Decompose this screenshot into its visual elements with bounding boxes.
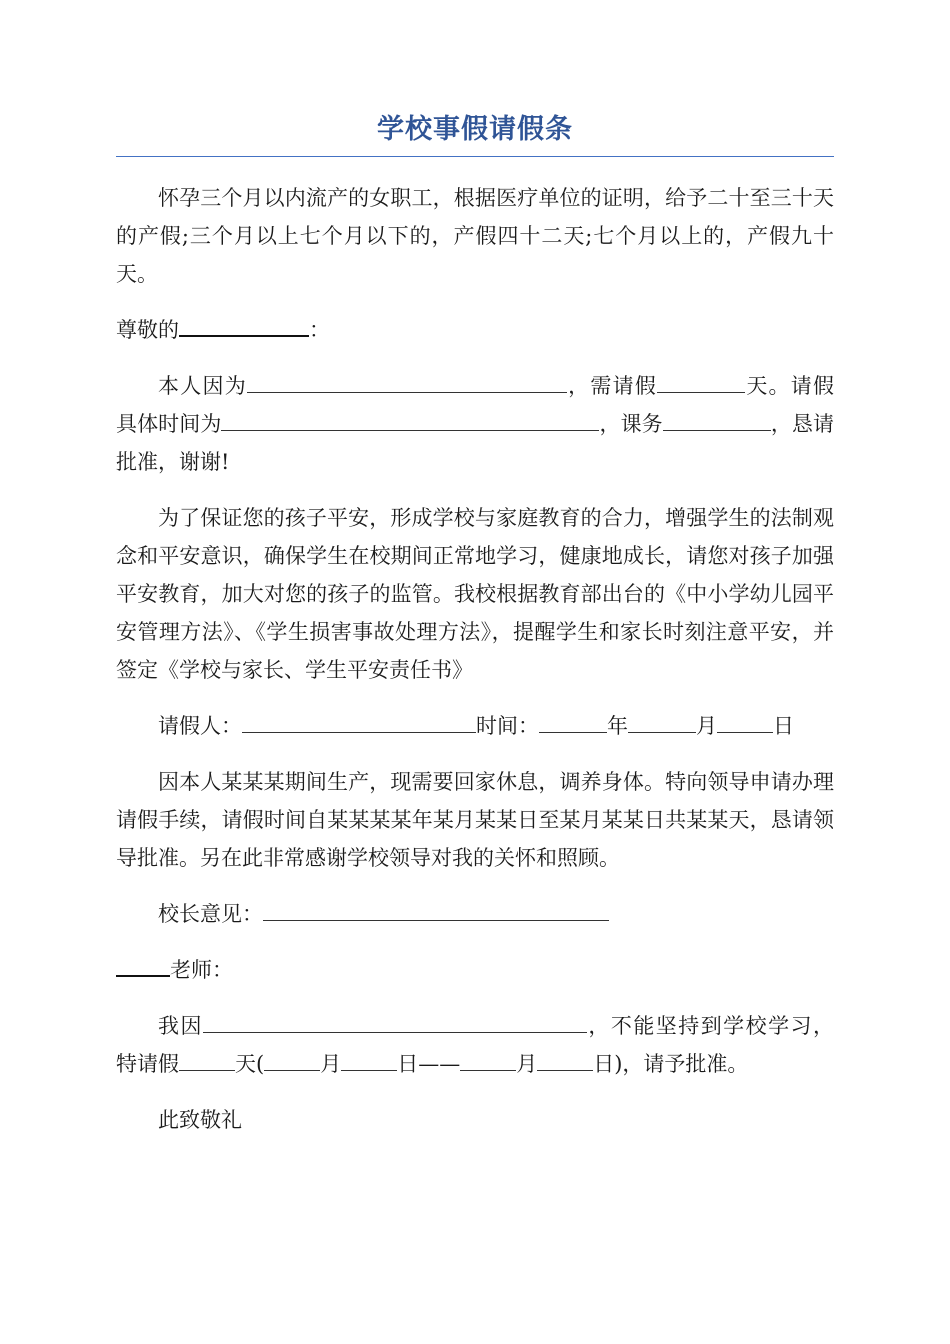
start-month-label: 月 [320, 1052, 342, 1076]
student-days-blank[interactable] [179, 1048, 235, 1071]
month-label: 月 [696, 714, 717, 738]
student-reason-blank[interactable] [203, 1010, 587, 1033]
safety-notice-paragraph: 为了保证您的孩子平安，形成学校与家庭教育的合力，增强学生的法制观念和平安意识，确保学生在校期间正常地学习，健康地成长，请您对孩子加强平安教育，加大对您的孩子的监管。我校根据教育部出台的《中小学幼儿园平安管理方法》、《学生损害事故处理方法》，提醒学生和家长时刻注意平安，并签定《学校与家长、学生平安责任书》 [116, 506, 834, 682]
teacher-label: 老师： [170, 958, 233, 982]
reason-blank[interactable] [247, 370, 567, 393]
student-leave-end: 日)，请予批准。 [593, 1052, 749, 1076]
closing-line: 此致敬礼 [158, 1108, 242, 1132]
principal-opinion-line [116, 895, 834, 933]
request-closing: ，恳请批准，谢谢! [116, 412, 835, 474]
document-title: 学校事假请假条 [116, 112, 834, 157]
student-reason-prefix: 我因 [158, 1014, 203, 1038]
start-day-label: 日—— [397, 1052, 461, 1076]
salutation-line [116, 311, 834, 349]
start-day-blank[interactable] [341, 1048, 397, 1071]
student-reason-middle: ，不能坚持到学校学习，特请假 [116, 1014, 835, 1076]
teacher-name-blank[interactable] [116, 953, 170, 977]
day-label: 日 [773, 714, 794, 738]
principal-opinion-blank[interactable] [263, 898, 609, 921]
applicant-blank[interactable] [242, 710, 476, 733]
recipient-blank[interactable] [179, 313, 309, 337]
end-month-label: 月 [516, 1052, 538, 1076]
principal-opinion-label: 校长意见： [158, 902, 263, 926]
salutation-prefix: 尊敬的 [116, 318, 179, 342]
end-month-blank[interactable] [460, 1048, 516, 1071]
period-blank[interactable] [221, 408, 599, 431]
end-day-blank[interactable] [537, 1048, 593, 1071]
teacher-salutation-line [116, 951, 834, 989]
year-label: 年 [607, 714, 628, 738]
days-blank[interactable] [657, 370, 745, 393]
year-blank[interactable] [539, 710, 607, 733]
signature-line [116, 707, 834, 745]
salutation-suffix: ： [309, 318, 330, 342]
document-page [116, 112, 834, 1139]
course-blank[interactable] [663, 408, 771, 431]
student-day-label: 天( [235, 1052, 265, 1076]
leave-request-paragraph [116, 367, 834, 481]
reason-prefix: 本人因为 [158, 374, 247, 398]
days-prefix: ，需请假 [566, 374, 658, 398]
days-suffix: 天。请假具体时间为 [116, 374, 835, 436]
maternity-policy-paragraph: 怀孕三个月以内流产的女职工，根据医疗单位的证明，给予二十至三十天的产假;三个月以上七个月以下的，产假四十二天;七个月以上的，产假九十天。 [116, 186, 834, 286]
student-leave-paragraph [116, 1007, 834, 1083]
day-blank[interactable] [717, 710, 773, 733]
start-month-blank[interactable] [264, 1048, 320, 1071]
month-blank[interactable] [628, 710, 696, 733]
maternity-leave-paragraph: 因本人某某某期间生产，现需要回家休息，调养身体。特向领导申请办理请假手续，请假时间自某某某某年某月某某日至某月某某日共某某天，恳请领导批准。另在此非常感谢学校领导对我的关怀和照顾。 [116, 770, 834, 870]
applicant-label: 请假人： [158, 714, 242, 738]
time-label: 时间： [476, 714, 539, 738]
course-prefix: ，课务 [599, 412, 663, 436]
